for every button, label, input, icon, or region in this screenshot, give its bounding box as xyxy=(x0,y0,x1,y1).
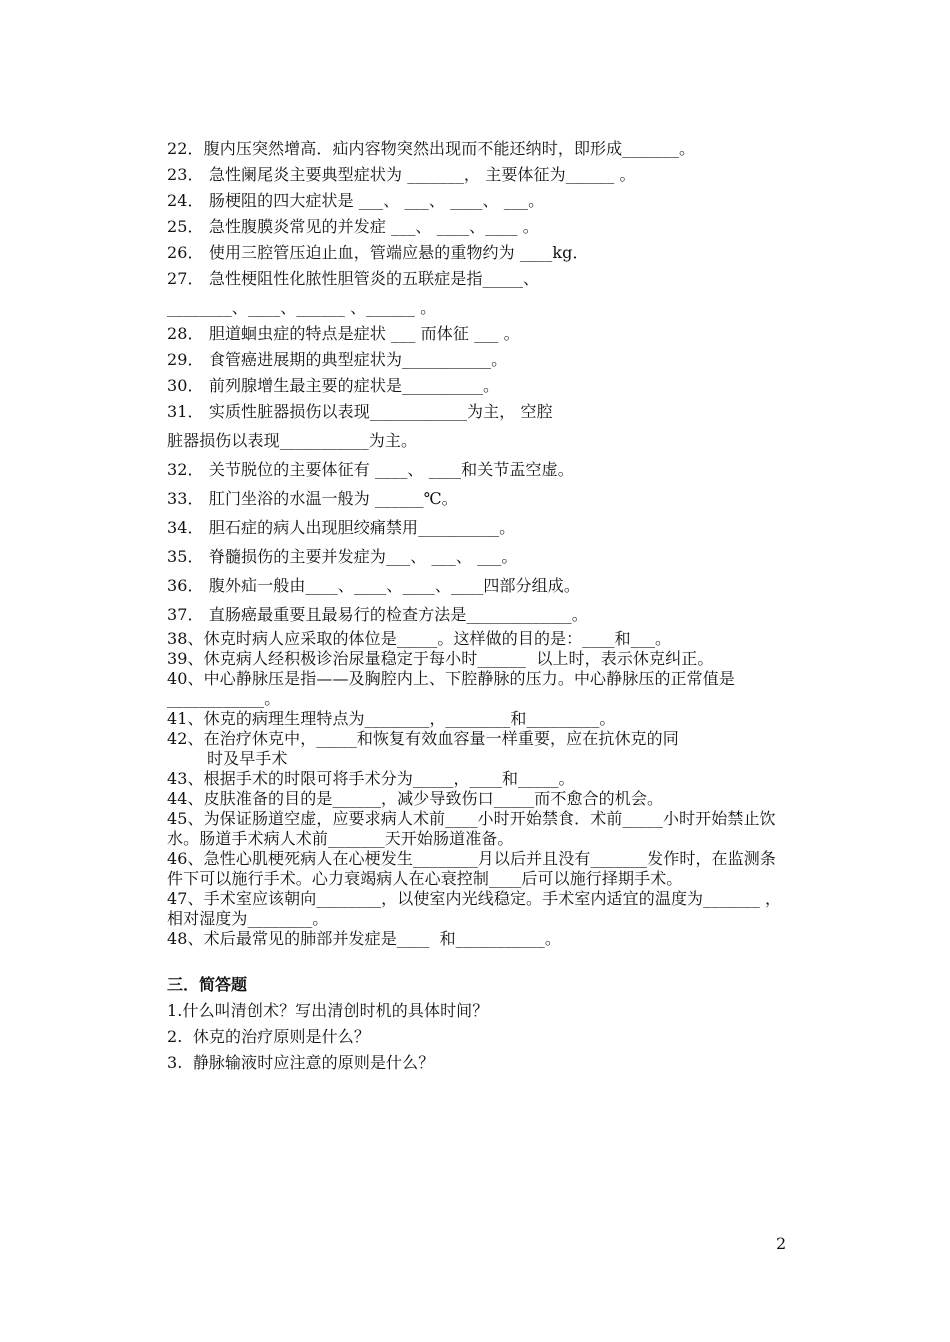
question-36: 36． 腹外疝一般由____、____、____、____四部分组成。 xyxy=(167,576,580,595)
question-22: 22．腹内压突然增高．疝内容物突然出现而不能还纳时，即形成_______。 xyxy=(167,139,696,158)
question-24: 24． 肠梗阻的四大症状是 ___、 ___、 ____、 ___。 xyxy=(167,191,545,210)
question-48: 48、术后最常见的肺部并发症是____ 和___________。 xyxy=(167,929,561,948)
question-33: 33． 肛门坐浴的水温一般为 ______℃。 xyxy=(167,489,458,508)
page-content xyxy=(167,139,787,1073)
question-34: 34． 胆石症的病人出现胆绞痛禁用__________。 xyxy=(167,518,516,537)
question-31: 31． 实质性脏器损伤以表现____________为主， 空腔 xyxy=(167,402,553,421)
question-41: 41、休克的病理生理特点为________，________和_________。 xyxy=(167,709,616,728)
question-47: 47、手术室应该朝向________，以使室内光线稳定。手术室内适宜的温度为_______ ，相对湿度为________。 xyxy=(167,889,782,928)
page-number: 2 xyxy=(776,1234,787,1253)
question-35: 35． 脊髓损伤的主要并发症为___、 ___、 ___。 xyxy=(167,547,518,566)
question-38: 38、休克时病人应采取的体位是_____。这样做的目的是：____和___。 xyxy=(167,629,672,648)
question-26: 26． 使用三腔管压迫止血，管端应悬的重物约为 ____kg． xyxy=(167,243,589,262)
question-31-cont: 脏器损伤以表现___________为主。 xyxy=(167,431,418,450)
question-32: 32． 关节脱位的主要体征有 ____、 ____和关节盂空虚。 xyxy=(167,460,574,479)
question-37: 37． 直肠癌最重要且最易行的检查方法是_____________。 xyxy=(167,605,588,624)
question-28: 28． 胆道蛔虫症的特点是症状 ___ 而体征 ___ 。 xyxy=(167,324,520,343)
section-title: 三．简答题 xyxy=(167,975,248,994)
question-46: 46、急性心肌梗死病人在心梗发生________月以后并且没有_______发作时，在监测条件下可以施行手术。心力衰竭病人在心衰控制____后可以施行择期手术。 xyxy=(167,849,776,888)
question-44: 44、皮肤准备的目的是______，减少导致伤口_____而不愈合的机会。 xyxy=(167,789,664,808)
question-42: 42、在治疗休克中，_____和恢复有效血容量一样重要，应在抗休克的同 xyxy=(167,729,679,748)
short-answer-2: 2. 休克的治疗原则是什么？ xyxy=(167,1027,370,1046)
question-42-cont: 时及早手术 xyxy=(207,749,288,768)
short-answer-1: 1.什么叫清创术？写出清创时机的具体时间？ xyxy=(167,1001,489,1020)
question-27: 27． 急性梗阻性化脓性胆管炎的五联症是指_____、 xyxy=(167,269,540,288)
question-40: 40、中心静脉压是指——及胸腔内上、下腔静脉的压力。中心静脉压的正常值是____________。 xyxy=(167,669,735,708)
question-25: 25． 急性腹膜炎常见的并发症 ___、 ____、____ 。 xyxy=(167,217,539,236)
question-23: 23． 急性阑尾炎主要典型症状为 _______， 主要体征为______ 。 xyxy=(167,165,636,184)
question-30: 30． 前列腺增生最主要的症状是__________。 xyxy=(167,376,500,395)
short-answer-3: 3. 静脉输液时应注意的原则是什么？ xyxy=(167,1053,435,1072)
question-45: 45、为保证肠道空虚，应要求病人术前____小时开始禁食．术前_____小时开始禁止饮水。肠道手术病人术前_______天开始肠道准备。 xyxy=(167,809,776,848)
question-27-cont: ________、____、______ 、______ 。 xyxy=(167,298,437,317)
question-29: 29． 食管癌进展期的典型症状为___________。 xyxy=(167,350,508,369)
question-39: 39、休克病人经积极诊治尿量稳定于每小时______ 以上时，表示休克纠正。 xyxy=(167,649,714,668)
question-43: 43、根据手术的时限可将手术分为_____，____和_____。 xyxy=(167,769,575,788)
